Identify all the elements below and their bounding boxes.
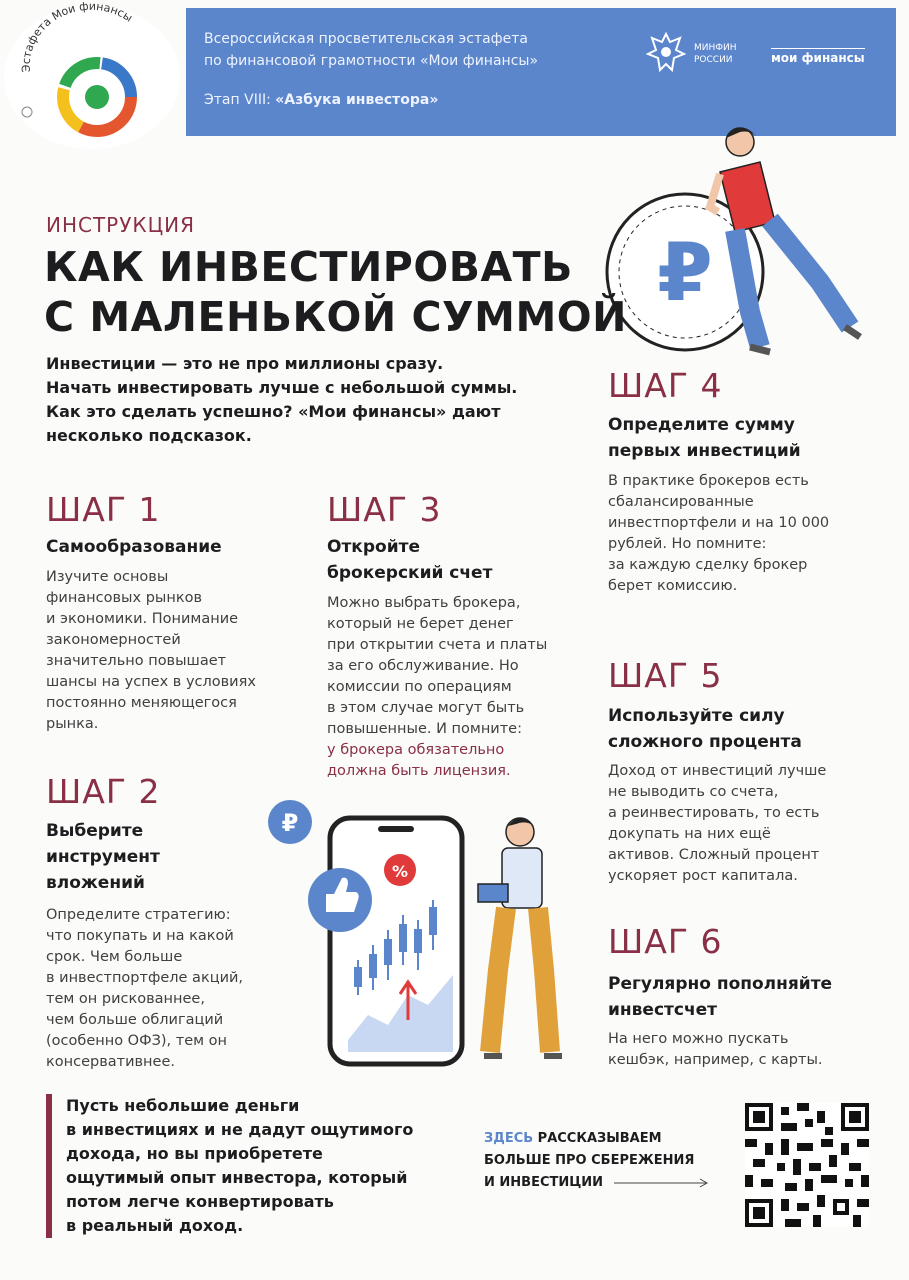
moi-finansy-logo: мои финансы (771, 48, 865, 65)
minfin-line-1: МИНФИН (694, 43, 737, 53)
here-line-1 (484, 1128, 710, 1150)
body-line: за его обслуживание. Но (327, 658, 519, 674)
step-6-heading (608, 971, 832, 1023)
body-line: в инвестпортфеле акций, (46, 970, 244, 986)
body-line: активов. Сложный процент (608, 847, 820, 863)
body-line: закономерностей (46, 632, 181, 648)
step-2-head-line: инструмент (46, 847, 160, 867)
banner-stage (204, 92, 438, 108)
step-3-head-line: брокерский счет (327, 563, 493, 583)
here-line-2: БОЛЬШЕ ПРО СБЕРЕЖЕНИЯ (484, 1153, 695, 1168)
coin-ruble-symbol: ₽ (657, 226, 713, 319)
quote-line: дохода, но вы приобретете (66, 1144, 323, 1163)
here-line-3-text: И ИНВЕСТИЦИИ (484, 1175, 604, 1190)
step-5-head-line: Используйте силу (608, 706, 785, 726)
step-1-body (46, 567, 256, 735)
instruction-label: ИНСТРУКЦИЯ (46, 213, 196, 237)
body-line: берет комиссию. (608, 578, 738, 594)
body-line: а реинвестировать, то есть (608, 805, 820, 821)
percent-icon: % (391, 862, 409, 881)
intro-line-4: несколько подсказок. (46, 426, 252, 445)
body-line: Можно выбрать брокера, (327, 595, 521, 611)
intro-line-3: Как это сделать успешно? «Мои финансы» дают (46, 402, 501, 421)
ruble-badge-icon: ₽ (281, 809, 299, 837)
step-5-body (608, 761, 826, 887)
stage-prefix: Этап VIII: (204, 92, 276, 108)
quote-line: в инвестициях и не дадут ощутимого (66, 1120, 414, 1139)
step-4-body (608, 471, 829, 597)
step-3-heading (327, 534, 492, 586)
body-line: рублей. Но помните: (608, 536, 767, 552)
title-line-1: КАК ИНВЕСТИРОВАТЬ (44, 243, 573, 291)
step-4-heading (608, 412, 801, 464)
closing-quote (46, 1094, 466, 1238)
body-line: чем больше облигаций (46, 1012, 224, 1028)
body-line: кешбэк, например, с карты. (608, 1052, 823, 1068)
step-6-number: ШАГ 6 (608, 922, 723, 961)
minfin-line-2: РОССИИ (694, 55, 733, 65)
step-2-heading (46, 818, 160, 896)
body-line: (особенно ОФЗ), тем он (46, 1033, 228, 1049)
step-1-number: ШАГ 1 (46, 490, 161, 529)
banner-line-1: Всероссийская просветительская эстафета (204, 31, 528, 47)
body-line: докупать на них ещё (608, 826, 771, 842)
title-line-2: С МАЛЕНЬКОЙ СУММОЙ (44, 293, 627, 341)
body-line: и экономики. Понимание (46, 611, 239, 627)
step-3-number: ШАГ 3 (327, 490, 442, 529)
quote-line: потом легче конвертировать (66, 1192, 334, 1211)
step-6-head-line: Регулярно пополняйте (608, 974, 833, 994)
body-line: шансы на успех в условиях (46, 674, 256, 690)
step-6-head-line: инвестсчет (608, 1000, 718, 1020)
license-highlight: у брокера обязательно (327, 742, 505, 758)
step-5-heading (608, 703, 802, 755)
page-title (44, 242, 627, 342)
license-highlight: должна быть лицензия. (327, 763, 511, 779)
body-line: консервативнее. (46, 1054, 175, 1070)
body-line: Доход от инвестиций лучше (608, 763, 827, 779)
step-3-body (327, 593, 547, 782)
more-info-callout (484, 1128, 710, 1194)
step-5-number: ШАГ 5 (608, 656, 723, 695)
coin-man-illustration (600, 112, 880, 362)
banner-title (204, 28, 538, 72)
step-2-number: ШАГ 2 (46, 772, 161, 811)
body-line: Изучите основы (46, 569, 169, 585)
here-line-3 (484, 1172, 710, 1194)
relay-logo (2, 2, 182, 152)
step-1-head-line: Самообразование (46, 537, 222, 557)
body-line: который не берет денег (327, 616, 514, 632)
step-6-body (608, 1029, 823, 1071)
body-line: не выводить со счета, (608, 784, 779, 800)
body-line: Определите стратегию: (46, 907, 231, 923)
minfin-logo (646, 30, 756, 80)
quote-line: Пусть небольшие деньги (66, 1096, 300, 1115)
intro-text (46, 352, 586, 448)
body-line: за каждую сделку брокер (608, 557, 808, 573)
step-3-head-line: Откройте (327, 537, 420, 557)
step-2-body (46, 905, 243, 1073)
body-line: финансовых рынков (46, 590, 203, 606)
body-line: при открытии счета и платы (327, 637, 548, 653)
phone-investor-illustration (258, 790, 578, 1070)
body-line: значительно повышает (46, 653, 227, 669)
step-2-head-line: вложений (46, 873, 145, 893)
qr-code[interactable] (745, 1103, 869, 1227)
body-line: постоянно меняющегося (46, 695, 237, 711)
step-1-heading (46, 534, 222, 560)
arrow-right-icon (614, 1178, 710, 1188)
body-line: рынка. (46, 716, 99, 732)
step-4-number: ШАГ 4 (608, 366, 723, 405)
stage-name: «Азбука инвестора» (275, 92, 439, 108)
step-4-head-line: Определите сумму (608, 415, 795, 435)
body-line: инвестпортфели и на 10 000 (608, 515, 830, 531)
body-line: в этом случае могут быть (327, 700, 525, 716)
body-line: комиссии по операциям (327, 679, 512, 695)
body-line: сбалансированные (608, 494, 754, 510)
quote-line: ощутимый опыт инвестора, который (66, 1168, 408, 1187)
step-4-head-line: первых инвестиций (608, 441, 801, 461)
body-line: что покупать и на какой (46, 928, 234, 944)
body-line: тем он рискованнее, (46, 991, 205, 1007)
step-2-head-line: Выберите (46, 821, 144, 841)
eagle-emblem-icon (646, 30, 686, 74)
body-line: ускоряет рост капитала. (608, 868, 798, 884)
step-5-head-line: сложного процента (608, 732, 802, 752)
intro-line-1: Инвестиции — это не про миллионы сразу. (46, 354, 444, 373)
body-line: срок. Чем больше (46, 949, 183, 965)
quote-line: в реальный доход. (66, 1216, 244, 1235)
body-line: В практике брокеров есть (608, 473, 809, 489)
here-line-1-rest: РАССКАЗЫВАЕМ (533, 1131, 662, 1146)
banner-line-2: по финансовой грамотности «Мои финансы» (204, 53, 539, 69)
here-word: ЗДЕСЬ (484, 1131, 534, 1146)
logo-arc-text: Эстафета Мои финансы (19, 2, 135, 73)
intro-line-2: Начать инвестировать лучше с небольшой суммы. (46, 378, 518, 397)
body-line: повышенные. И помните: (327, 721, 522, 737)
minfin-text (694, 42, 737, 66)
body-line: На него можно пускать (608, 1031, 789, 1047)
